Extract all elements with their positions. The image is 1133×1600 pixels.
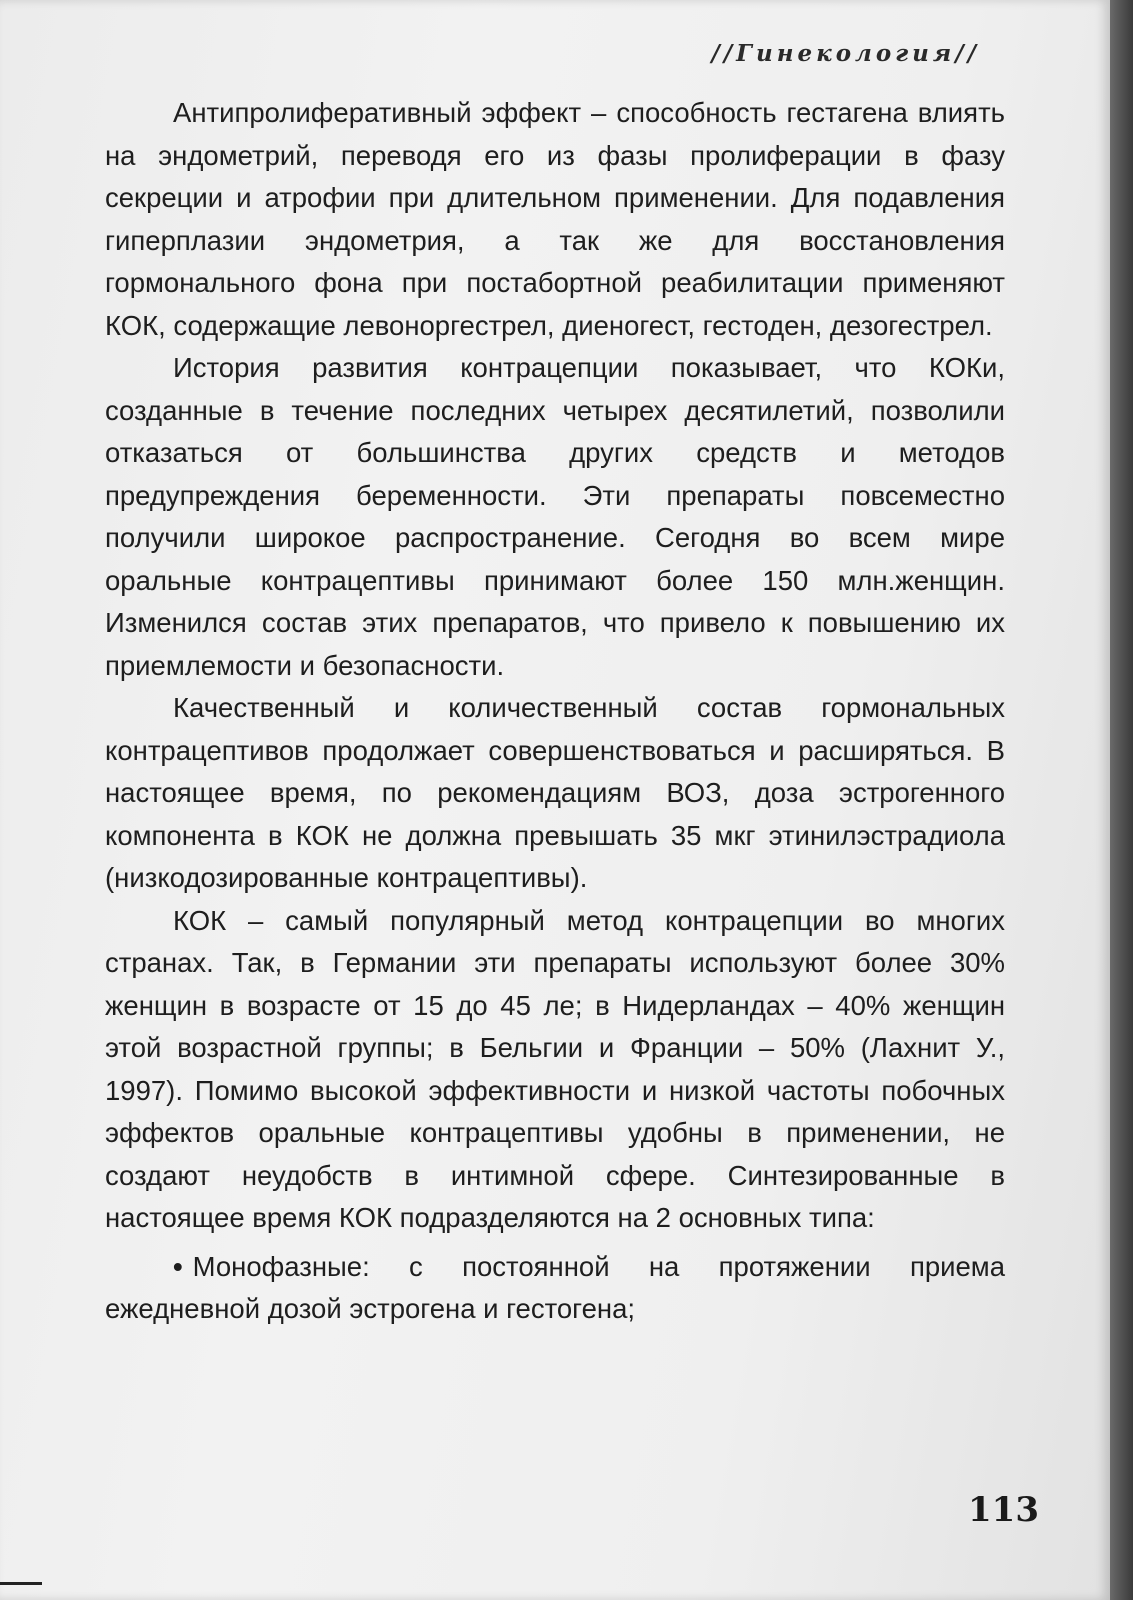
scan-mark — [0, 1582, 42, 1585]
bullet-text: Монофазные: с постоянной на протяжении приема ежедневной дозой эстрогена и гестогена; — [105, 1250, 1005, 1324]
paragraph-history: История развития контрацепции показывает, что КОКи, созданные в течение последних четырех десятилетий, позволили отказаться от большинства других средств и методов предупреждения беременности. Эти препараты повсеместно получили широкое распространение. Сегодня во всем мире оральные контрацептивы принимают более 150 млн.женщин. Изменился состав этих препаратов, что привело к повышению их приемлемости и безопасности. — [105, 352, 1005, 681]
page-edge — [1110, 0, 1133, 1600]
bullet-item-monophasic — [105, 1246, 1005, 1331]
paragraph-popularity: КОК – самый популярный метод контрацепции во многих странах. Так, в Германии эти препараты используют более 30% женщин в возрасте от 15 до 45 ле; в Нидерландах – 40% женщин этой возрастной группы; в Бельгии и Франции – 50% (Лахнит У., 1997). Помимо высокой эффективности и низкой частоты побочных эффектов оральные контрацептивы удобны в применении, не создают неудобств в интимной сфере. Синтезированные в настоящее время КОК подразделяются на 2 основных типа: — [105, 904, 1005, 1233]
paragraph-composition: Качественный и количественный состав гормональных контрацептивов продолжает совершенствоваться и расширяться. В настоящее время, по рекомендациям ВОЗ, доза эстрогенного компонента в КОК не должна превышать 35 мкг этинилэстрадиола (низкодозированные контрацептивы). — [105, 692, 1005, 893]
bullet-icon: • — [173, 1250, 183, 1282]
body-text — [105, 92, 1005, 1331]
running-title: //Гинекология// — [711, 40, 980, 67]
page-number: 113 — [968, 1490, 1039, 1530]
paragraph-antiproliferative: Антипролиферативный эффект – способность гестагена влиять на эндометрий, переводя его из фазы пролиферации в фазу секреции и атрофии при длительном применении. Для подавления гиперплазии эндометрия, а так же для восстановления гормонального фона при постабортной реабилитации применяют КОК, содержащие левоноргестрел, диеногест, гестоден, дезогестрел. — [105, 97, 1005, 341]
